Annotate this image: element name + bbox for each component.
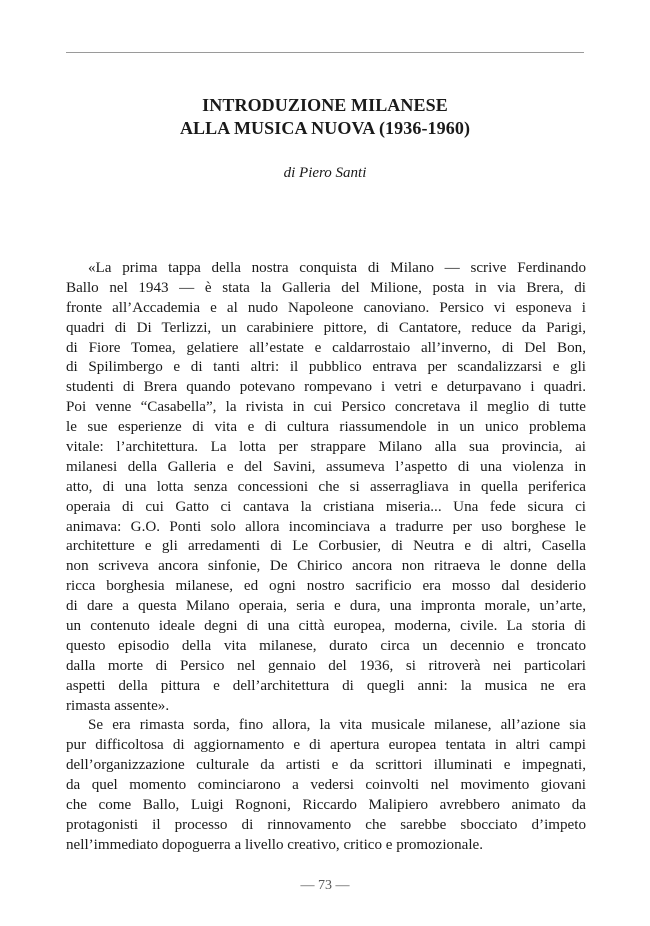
text-line: non scriveva ancora sinfonie, De Chirico ancora non ritraeva le donne della	[66, 558, 586, 575]
text-line: da quel momento cominciarono a vedersi coinvolti nel movimento giovani	[66, 777, 586, 794]
text-line: aspetti della pittura e dell’architettura di quegli anni: la musica ne era	[66, 677, 586, 694]
text-line: Ballo nel 1943 — è stata la Galleria del Milione, posta in via Brera, di	[66, 279, 586, 296]
text-line: Se era rimasta sorda, fino allora, la vita musicale milanese, all’azione sia	[88, 717, 586, 734]
text-line: «La prima tappa della nostra conquista di Milano — scrive Ferdinando	[88, 260, 586, 276]
text-line: questo episodio della vita milanese, durato circa un decennio e troncato	[66, 637, 586, 654]
text-line: operaia di cui Gatto ci cantava la cristiana miseria... Una fede sicura ci	[66, 498, 586, 515]
text-line: un contenuto ideale degni di una città europea, moderna, civile. La storia di	[66, 618, 586, 635]
author-byline: di Piero Santi	[283, 165, 367, 181]
paragraph-2	[66, 716, 586, 855]
text-line: vitale: l’architettura. La lotta per strappare Milano alla sua provincia, ai	[66, 439, 586, 456]
text-line: atto, di una lotta senza concessioni che si asserragliava in quella periferica	[66, 478, 586, 495]
page-number: — 73 —	[300, 878, 350, 893]
text-line: architetture e gli arredamenti di Le Corbusier, di Neutra e di altri, Casella	[66, 538, 586, 555]
text-line: animava: G.O. Ponti solo allora incominciava a tradurre per uso borghese le	[66, 518, 586, 535]
chapter-title-line-1: INTRODUZIONE MILANESE	[202, 95, 448, 115]
paragraph-1	[66, 259, 586, 716]
text-line: di Fiore Tomea, gelatiere all’estate e caldarrostaio all’inverno, di Del Bon,	[66, 339, 586, 356]
header-rule	[66, 52, 584, 53]
text-line: fronte all’Accademia e al nudo Napoleone canoviano. Persico vi esponeva i	[66, 299, 586, 316]
text-line: protagonisti il processo di rinnovamento che sarebbe sbocciato d’impeto	[66, 816, 586, 833]
text-line: studenti di Brera quando potevano rompevano i vetri e deturpavano i quadri.	[66, 379, 586, 396]
body-text	[66, 259, 586, 856]
chapter-title	[0, 94, 650, 140]
text-line: dell’organizzazione culturale da artisti e da scrittori illuminati e impegnati,	[66, 757, 586, 774]
text-line: che come Ballo, Luigi Rognoni, Riccardo Malipiero avrebbero animato da	[66, 797, 586, 814]
text-line: Poi venne “Casabella”, la rivista in cui Persico concretava il meglio di tutte	[66, 399, 586, 416]
text-line: di dare a questa Milano operaia, seria e dura, una impronta morale, un’arte,	[66, 598, 586, 615]
text-line: quadri di Di Terlizzi, un carabiniere pittore, di Cantatore, reduce da Parigi,	[66, 319, 586, 336]
text-line: pur difficoltosa di aggiornamento e di apertura europea tentata in altri campi	[66, 737, 586, 754]
text-line: rimasta assente».	[66, 697, 170, 714]
text-line: di Spilimbergo e di tanti altri: il pubblico entrava per scandalizzarsi e gli	[66, 359, 586, 376]
chapter-title-line-2: ALLA MUSICA NUOVA (1936-1960)	[179, 118, 471, 138]
text-line: ricca borghesia milanese, ed ogni nostro sacrificio era mosso dal desiderio	[66, 578, 586, 595]
text-line: milanesi della Galleria e del Savini, assumeva l’aspetto di una violenza in	[66, 458, 586, 475]
text-line: nell’immediato dopoguerra a livello creativo, critico e promozionale.	[66, 836, 484, 853]
text-line: dalla morte di Persico nel gennaio del 1936, si ritroverà nei particolari	[66, 657, 586, 674]
text-line: le sue esperienze di vita e di cultura riassumendole in un unico problema	[66, 419, 586, 436]
